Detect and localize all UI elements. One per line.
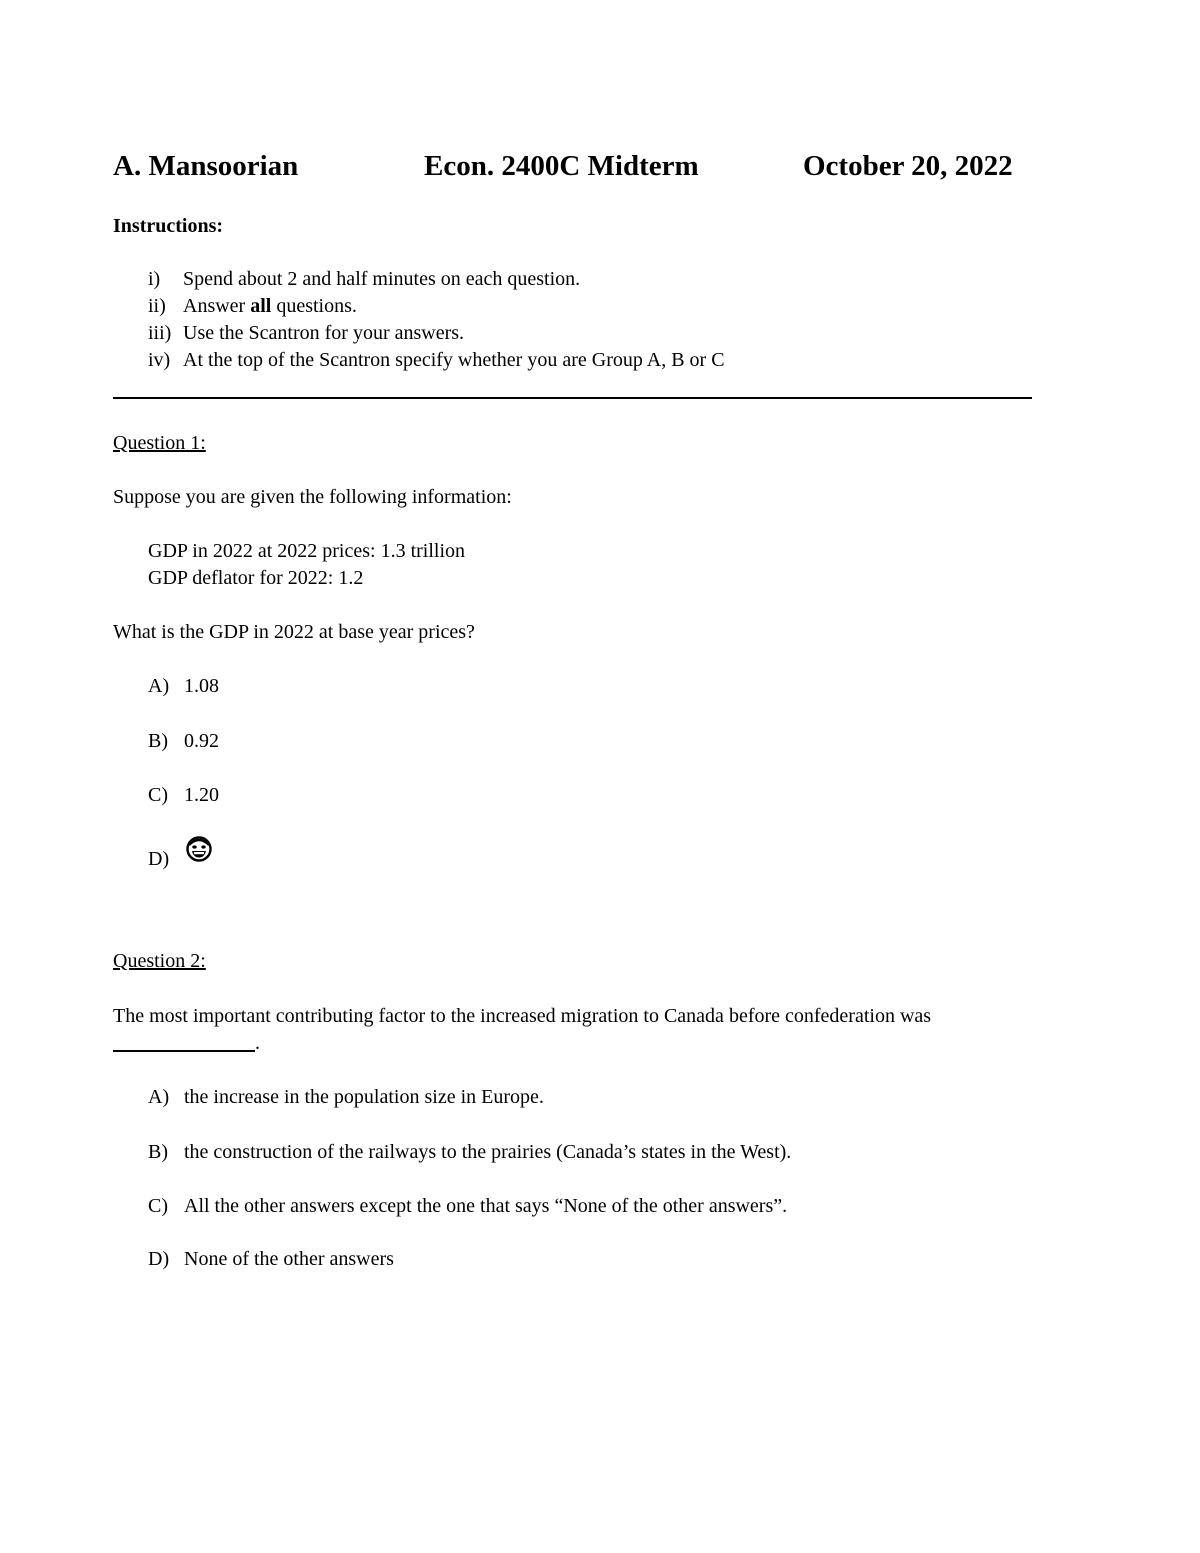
author-name: A. Mansoorian — [113, 150, 299, 182]
option-text: 1.20 — [184, 784, 219, 806]
instruction-number: i) — [148, 268, 161, 290]
option-label: B) — [148, 730, 168, 752]
option-label: C) — [148, 784, 168, 806]
instruction-text: Spend about 2 and half minutes on each question. — [183, 268, 581, 290]
instruction-number: ii) — [148, 295, 166, 317]
question-1-info-line: GDP deflator for 2022: 1.2 — [148, 567, 364, 589]
answer-blank-line — [113, 1050, 255, 1052]
instructions-title: Instructions: — [113, 215, 224, 237]
instruction-text-suffix: questions. — [271, 295, 357, 317]
option-label: A) — [148, 675, 170, 697]
option-text: 1.08 — [184, 675, 219, 697]
question-2-option-c — [148, 1194, 787, 1218]
question-1-title: Question 1: — [113, 432, 206, 454]
option-text: 0.92 — [184, 730, 219, 752]
option-text: the construction of the railways to the prairies (Canada’s states in the West). — [184, 1141, 792, 1163]
question-1-option-a — [148, 674, 219, 698]
instruction-text: At the top of the Scantron specify whether you are Group A, B or C — [183, 349, 725, 371]
instruction-item — [148, 268, 580, 291]
course-title: Econ. 2400C Midterm — [424, 150, 699, 182]
question-1-prompt: What is the GDP in 2022 at base year prices? — [113, 621, 475, 643]
question-2-option-b — [148, 1140, 791, 1164]
instruction-item — [148, 349, 725, 372]
question-1-info-line: GDP in 2022 at 2022 prices: 1.3 trillion — [148, 540, 466, 562]
question-2-option-d — [148, 1247, 394, 1271]
question-1-option-d — [148, 847, 184, 871]
instruction-item — [148, 295, 357, 318]
option-text: the increase in the population size in Europe. — [184, 1086, 544, 1108]
horizontal-divider — [113, 397, 1032, 399]
instruction-text: Answer — [183, 295, 251, 317]
question-1-intro: Suppose you are given the following information: — [113, 486, 512, 508]
instruction-item — [148, 322, 464, 345]
option-label: C) — [148, 1195, 168, 1217]
exam-date: October 20, 2022 — [803, 150, 1013, 182]
option-label: D) — [148, 1248, 170, 1270]
blank-suffix: . — [255, 1032, 260, 1054]
option-label: A) — [148, 1086, 170, 1108]
option-label: D) — [148, 848, 170, 870]
option-text: All the other answers except the one that says “None of the other answers”. — [184, 1195, 788, 1217]
question-1-option-c — [148, 783, 219, 807]
question-1-option-b — [148, 729, 219, 753]
option-text: None of the other answers — [184, 1248, 394, 1270]
instruction-number: iv) — [148, 349, 171, 371]
question-2-option-a — [148, 1085, 544, 1109]
question-2-prompt: The most important contributing factor to the increased migration to Canada before confederation was — [113, 1005, 932, 1027]
instruction-emphasis: all — [250, 295, 272, 317]
option-label: B) — [148, 1141, 168, 1163]
instruction-text: Use the Scantron for your answers. — [183, 322, 465, 344]
instruction-number: iii) — [148, 322, 172, 344]
grinning-face-icon — [186, 836, 212, 862]
question-2-title: Question 2: — [113, 950, 206, 972]
